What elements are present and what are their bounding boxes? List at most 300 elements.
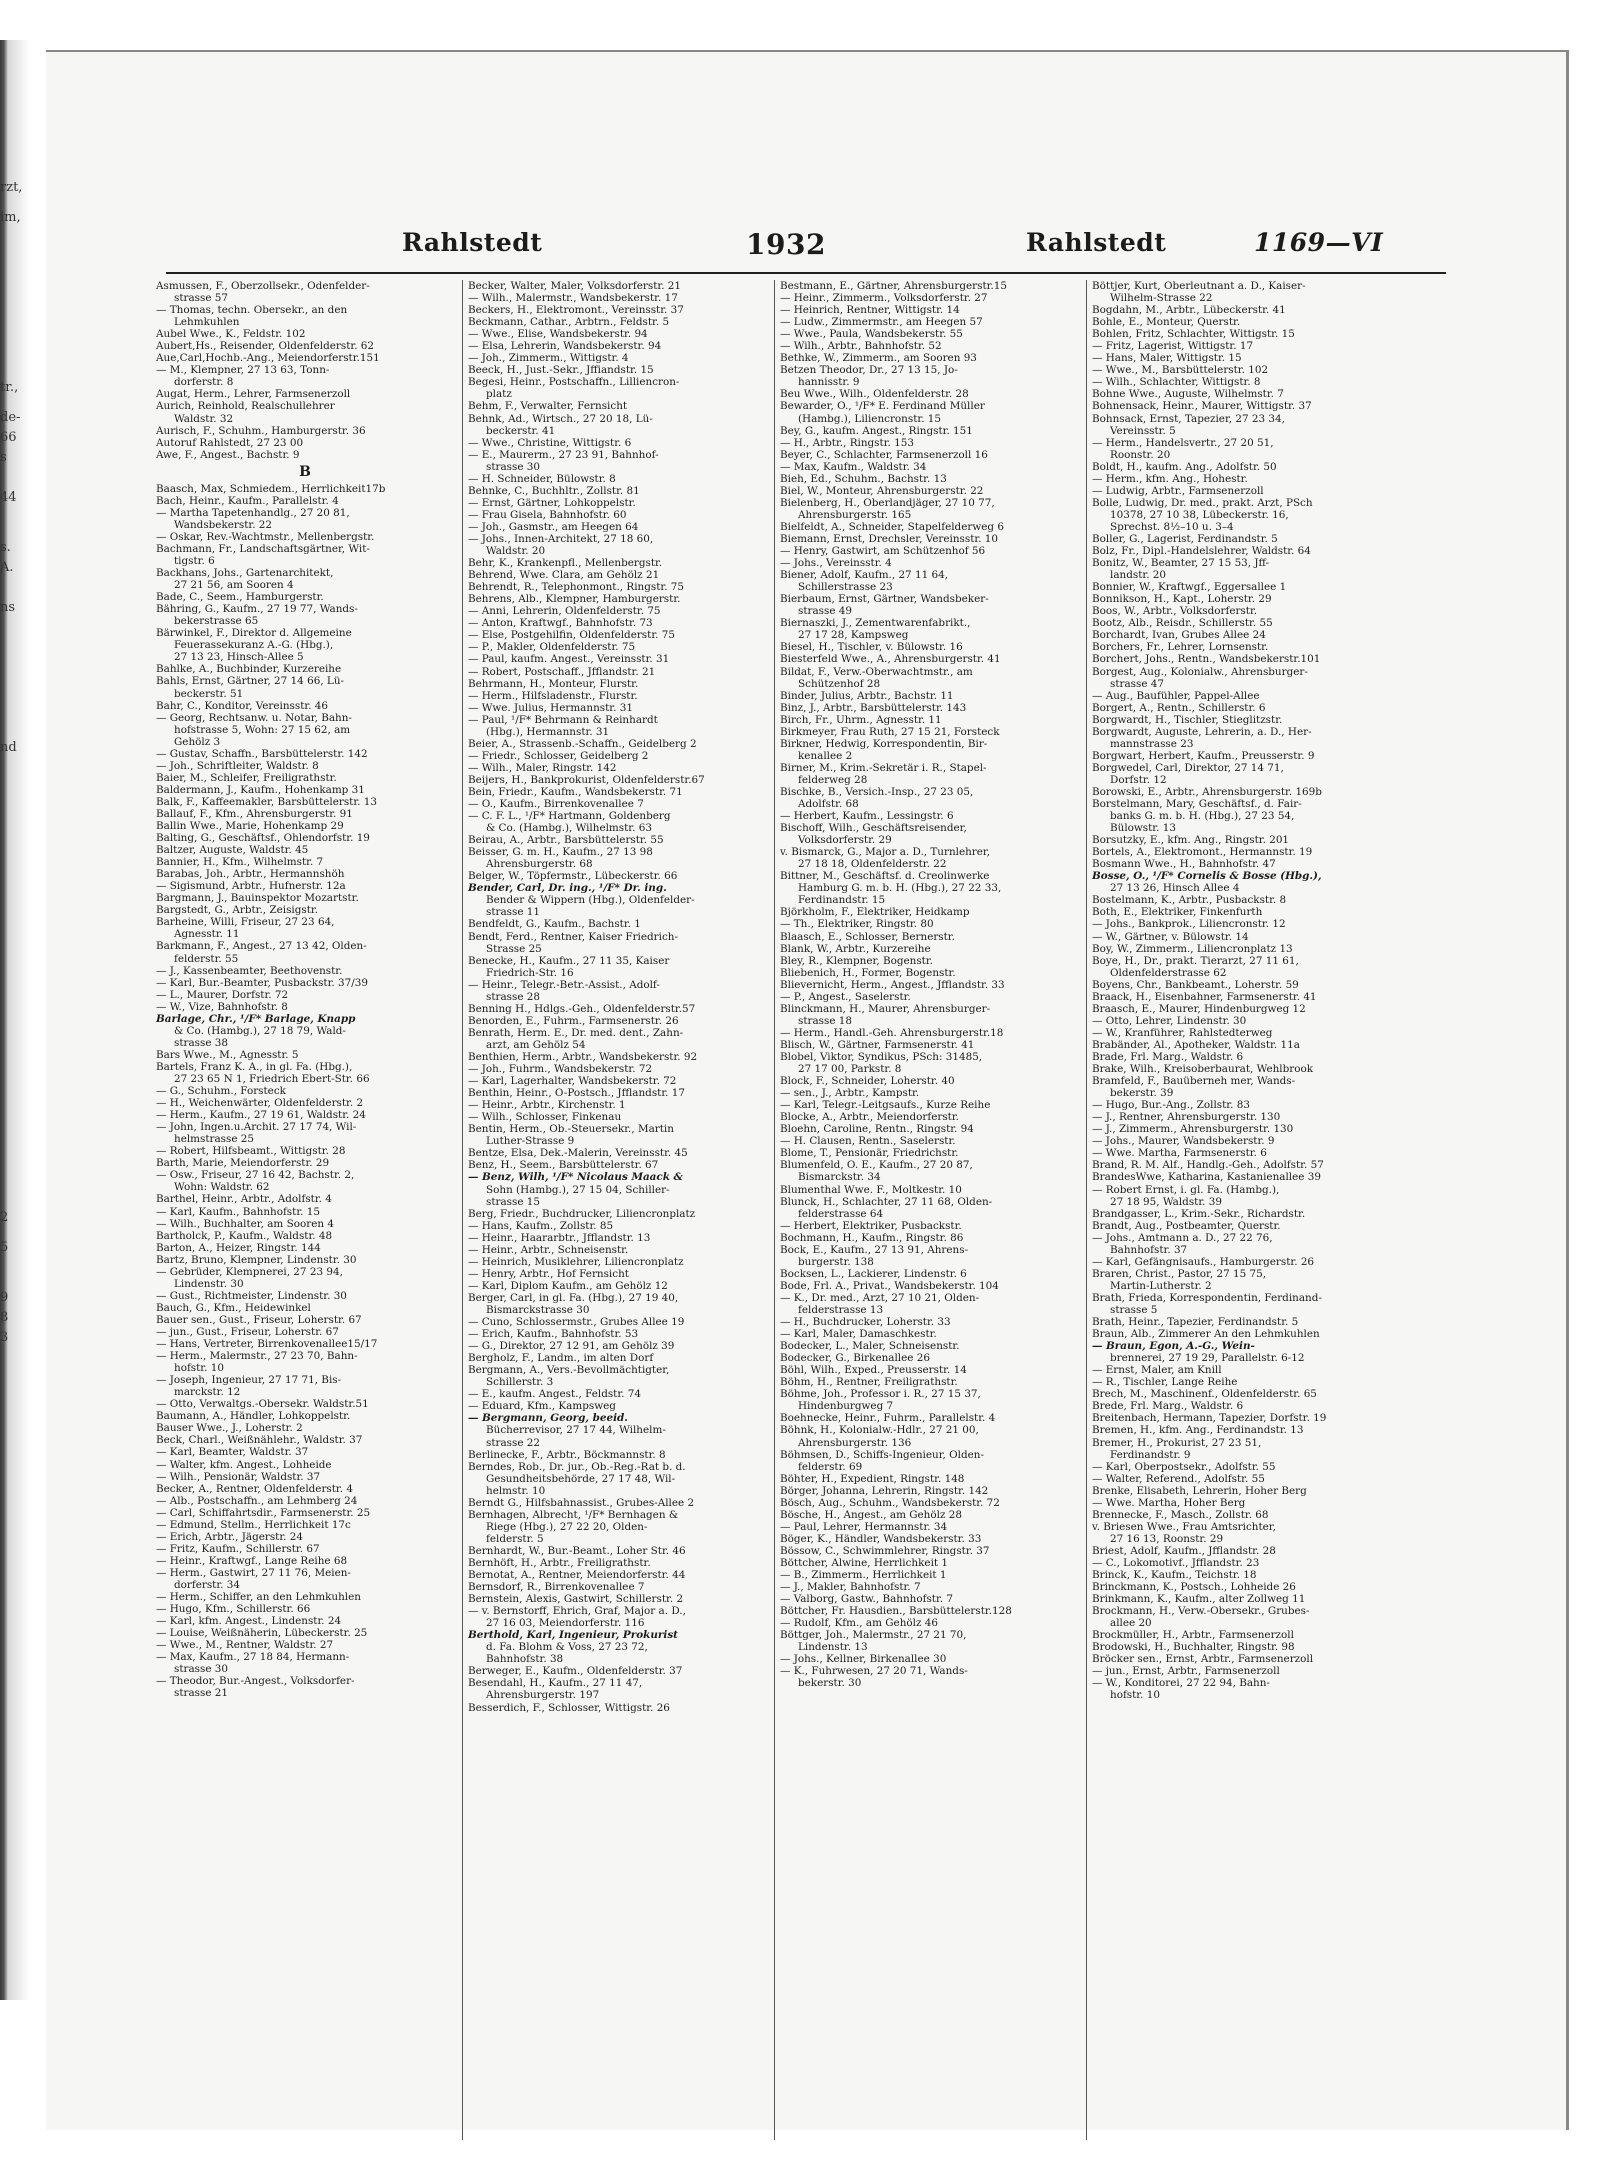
column-divider — [1086, 280, 1087, 2140]
directory-entry-highlighted: Berthold, Karl, Ingenieur, Prokurist — [468, 1629, 678, 1642]
directory-entry-continuation: Feuerassekuranz A.-G. (Hbg.), — [174, 639, 334, 652]
directory-entry: — Thomas, techn. Obersekr., an den — [156, 304, 348, 317]
directory-entry-continuation: hofstr. 10 — [1110, 1689, 1160, 1702]
directory-entry: Bocksen, L., Lackierer, Lindenstr. 6 — [780, 1267, 967, 1280]
directory-entry: — Karl, Telegr.-Leitgsaufs., Kurze Reihe — [780, 1099, 991, 1112]
directory-entry: Benning H., Hdlgs.-Geh., Oldenfelderstr.57 — [468, 1002, 696, 1015]
directory-entry: Barkmann, F., Angest., 27 13 42, Olden- — [156, 940, 367, 953]
directory-entry: Brand, R. M. Alf., Handlg.-Geh., Adolfstr. 57 — [1092, 1159, 1324, 1172]
directory-entry-highlighted: — Bergmann, Georg, beeid. — [468, 1412, 628, 1425]
directory-entry-continuation: Bücherrevisor, 27 17 44, Wilhelm- — [486, 1424, 666, 1437]
directory-entry: — jun., Ernst, Arbtr., Farmsenerzoll — [1092, 1665, 1280, 1678]
directory-entry-continuation: strasse 47 — [1110, 677, 1165, 690]
directory-entry: Borgwedel, Carl, Direktor, 27 14 71, — [1092, 761, 1284, 774]
directory-entry-continuation: Ahrensburgerstr. 197 — [486, 1689, 600, 1702]
directory-entry: — Hugo, Kfm., Schillerstr. 66 — [156, 1603, 311, 1616]
directory-entry: Brandt, Aug., Postbeamter, Querstr. — [1092, 1219, 1281, 1232]
directory-entry: Bodecker, G., Birkenallee 26 — [780, 1352, 930, 1365]
directory-entry: Binder, Julius, Arbtr., Bachstr. 11 — [780, 689, 954, 702]
directory-entry-continuation: Ahrensburgerstr. 165 — [798, 508, 912, 521]
directory-entry: Brennecke, F., Masch., Zollstr. 68 — [1092, 1508, 1269, 1521]
directory-entry-continuation: strasse 21 — [174, 1687, 229, 1700]
directory-entry: Both, E., Elektriker, Finkenfurth — [1092, 906, 1263, 919]
directory-entry: Baasch, Max, Schmiedem., Herrlichkeit17b — [156, 482, 386, 495]
directory-entry: Blome, T., Pensionär, Friedrichstr. — [780, 1147, 959, 1160]
directory-entry: Awe, F., Angest., Bachstr. 9 — [156, 448, 300, 461]
directory-entry: — P., Makler, Oldenfelderstr. 75 — [468, 641, 636, 654]
directory-entry-continuation: brennerei, 27 19 29, Parallelstr. 6-12 — [1110, 1352, 1305, 1365]
directory-entry: Bonnier, W., Kraftwgf., Eggersallee 1 — [1092, 581, 1287, 594]
directory-entry: Bonnikson, H., Kapt., Loherstr. 29 — [1092, 593, 1272, 606]
directory-entry: — Wwe. Martha, Hoher Berg — [1092, 1496, 1246, 1509]
directory-entry: Bentze, Elsa, Dek.-Malerin, Vereinsstr. 45 — [468, 1147, 688, 1160]
directory-entry: — H., Weichenwärter, Oldenfelderstr. 2 — [156, 1097, 364, 1110]
directory-entry: — sen., J., Arbtr., Kampstr. — [780, 1087, 920, 1100]
directory-entry: Bohnensack, Heinr., Maurer, Wittigstr. 37 — [1092, 400, 1312, 413]
directory-entry: — L., Maurer, Dorfstr. 72 — [156, 988, 289, 1001]
directory-entry: Aurisch, F., Schuhm., Hamburgerstr. 36 — [156, 424, 366, 437]
directory-entry: Blievernicht, Herm., Angest., Jfflandstr. 33 — [780, 978, 1005, 991]
directory-entry: Bauser Wwe., J., Loherstr. 2 — [156, 1422, 303, 1435]
directory-column-1 — [156, 280, 454, 1699]
directory-entry: Brech, M., Maschinenf., Oldenfelderstr. 65 — [1092, 1388, 1317, 1401]
directory-entry-continuation: Volksdorferstr. 29 — [798, 834, 892, 847]
directory-entry-continuation: Sohn (Hambg.), 27 15 04, Schiller- — [486, 1183, 670, 1196]
directory-entry: Bernhardt, W., Bur.-Beamt., Loher Str. 46 — [468, 1544, 686, 1557]
directory-entry-continuation: Friedrich-Str. 16 — [486, 966, 574, 979]
facing-page-fragment: 9 — [0, 1290, 9, 1305]
directory-entry: — Heinr., Kraftwgf., Lange Reihe 68 — [156, 1554, 348, 1567]
directory-entry-continuation: 27 23 65 N 1, Friedrich Ebert-Str. 66 — [174, 1073, 370, 1085]
header-page-number: 1169—VI — [1254, 228, 1384, 257]
directory-entry: Bieh, Ed., Schuhm., Bachstr. 13 — [780, 472, 947, 485]
directory-entry: — Joh., Gasmstr., am Heegen 64 — [468, 520, 639, 533]
directory-entry: Baldermann, J., Kaufm., Hohenkamp 31 — [156, 783, 365, 796]
directory-entry: Baier, M., Schleifer, Freiligrathstr. — [156, 771, 337, 784]
directory-entry: — R., Tischler, Lange Reihe — [1092, 1376, 1238, 1389]
directory-entry: Böttjer, Kurt, Oberleutnant a. D., Kaiser- — [1092, 280, 1306, 292]
directory-entry: Bonitz, W., Beamter, 27 15 53, Jff- — [1092, 557, 1270, 570]
directory-entry: — K., Dr. med., Arzt, 27 10 21, Olden- — [780, 1291, 980, 1304]
directory-entry: — Max, Kaufm., Waldstr. 34 — [780, 460, 927, 473]
directory-entry: — Heinr., Zimmerm., Volksdorferstr. 27 — [780, 292, 988, 305]
directory-entry: Borgwardt, H., Tischler, Stieglitzstr. — [1092, 713, 1283, 726]
directory-entry-continuation: 27 17 28, Kampsweg — [798, 629, 909, 642]
directory-entry: — Johs., Amtmann a. D., 27 22 76, — [1092, 1231, 1273, 1244]
directory-entry-continuation: & Co. (Hambg.), Wilhelmstr. 63 — [486, 822, 652, 835]
directory-entry: Böttcher, Alwine, Herrlichkeit 1 — [780, 1556, 948, 1569]
directory-entry: Baumann, A., Händler, Lohkoppelstr. — [156, 1410, 351, 1423]
directory-entry: Barabas, Joh., Arbtr., Hermannshöh — [156, 868, 345, 881]
directory-entry: Braren, Christ., Pastor, 27 15 75, — [1092, 1267, 1267, 1280]
directory-entry: Bröcker sen., Ernst, Arbtr., Farmsenerzoll — [1092, 1653, 1314, 1666]
facing-page-fragment: de- — [0, 410, 21, 425]
directory-entry-continuation: Lindenstr. 13 — [798, 1641, 868, 1654]
directory-entry-continuation: hofstr. 10 — [174, 1362, 224, 1375]
directory-entry: Bendfeldt, G., Kaufm., Bachstr. 1 — [468, 918, 641, 931]
directory-entry-continuation: strasse 11 — [486, 906, 541, 919]
directory-entry: — Hans, Maler, Wittigstr. 15 — [1092, 352, 1242, 365]
directory-entry: — Wilh., Schlachter, Wittigstr. 8 — [1092, 376, 1261, 389]
directory-entry: Blunck, H., Schlachter, 27 11 68, Olden- — [780, 1195, 993, 1208]
directory-entry: — Ernst, Maler, am Knill — [1092, 1364, 1222, 1377]
directory-entry-continuation: kenallee 2 — [798, 749, 853, 762]
facing-page-fragment: s — [0, 450, 7, 465]
directory-entry: Böhl, Wilh., Exped., Preusserstr. 14 — [780, 1364, 967, 1377]
directory-entry: Böhm, H., Rentner, Freiligrathstr. — [780, 1376, 958, 1389]
directory-entry: Boehnecke, Heinr., Fuhrm., Parallelstr. 4 — [780, 1412, 996, 1425]
directory-entry: — Heinr., Arbtr., Kirchenstr. 1 — [468, 1099, 626, 1112]
header-year: 1932 — [746, 228, 826, 261]
directory-entry: — Wilh., Schlosser, Finkenau — [468, 1111, 622, 1124]
directory-entry: Balting, G., Geschäftsf., Ohlendorfstr. 19 — [156, 832, 370, 845]
directory-entry: Braun, Alb., Zimmerer An den Lehmkuhlen — [1092, 1328, 1320, 1341]
directory-entry: Bohnsack, Ernst, Tapezier, 27 23 34, — [1092, 412, 1285, 425]
directory-entry: — Paul, kaufm. Angest., Vereinsstr. 31 — [468, 653, 670, 666]
directory-entry-continuation: felderstrasse 64 — [798, 1207, 884, 1220]
directory-entry-continuation: felderstrasse 13 — [798, 1303, 884, 1316]
directory-entry: — Sigismund, Arbtr., Hufnerstr. 12a — [156, 880, 346, 893]
directory-entry: — W., Konditorei, 27 22 94, Bahn- — [1092, 1677, 1270, 1690]
directory-entry-continuation: strasse 28 — [486, 990, 541, 1003]
directory-entry: Bey, G., kaufm. Angest., Ringstr. 151 — [780, 424, 973, 437]
directory-entry-continuation: mannstrasse 23 — [1110, 737, 1194, 750]
directory-entry: Blumenfeld, O. E., Kaufm., 27 20 87, — [780, 1159, 973, 1172]
directory-entry: Bohlen, Fritz, Schlachter, Wittigstr. 15 — [1092, 328, 1295, 341]
directory-entry-continuation: allee 20 — [1110, 1617, 1152, 1630]
directory-entry: Blaasch, E., Schlosser, Bernerstr. — [780, 930, 955, 943]
directory-entry: — Gebrüder, Klempnerei, 27 23 94, — [156, 1265, 343, 1278]
directory-entry: Brath, Heinr., Tapezier, Ferdinandstr. 5 — [1092, 1316, 1299, 1329]
directory-entry: Brockmann, H., Verw.-Obersekr., Grubes- — [1092, 1605, 1310, 1618]
directory-entry: Beijers, H., Bankprokurist, Oldenfelderstr.67 — [468, 773, 705, 786]
directory-entry-continuation: strasse 38 — [174, 1036, 229, 1049]
directory-entry: — Wwe., Christine, Wittigstr. 6 — [468, 436, 632, 449]
directory-entry: — Heinrich, Musiklehrer, Liliencronplatz — [468, 1255, 684, 1268]
directory-entry: — Martha Tapetenhandlg., 27 20 81, — [156, 506, 350, 519]
directory-entry: — Hans, Vertreter, Birrenkovenallee15/17 — [156, 1338, 378, 1351]
directory-entry: Borstelmann, Mary, Geschäftsf., d. Fair- — [1092, 798, 1302, 811]
directory-entry-continuation: 27 18 95, Waldstr. 39 — [1110, 1195, 1222, 1208]
directory-entry: — Otto, Verwaltgs.-Obersekr. Waldstr.51 — [156, 1398, 369, 1411]
directory-entry: Beeck, H., Just.-Sekr., Jffiandstr. 15 — [468, 364, 654, 377]
directory-entry: — Robert Ernst, i. gl. Fa. (Hambg.), — [1092, 1183, 1280, 1196]
directory-entry: Bartels, Franz K. A., in gl. Fa. (Hbg.), — [156, 1060, 353, 1073]
directory-entry: Bock, E., Kaufm., 27 13 91, Ahrens- — [780, 1243, 969, 1256]
directory-entry: Briest, Adolf, Kaufm., Jfflandstr. 28 — [1092, 1544, 1276, 1557]
facing-page-fragment: 44 — [0, 490, 17, 505]
directory-entry: v. Briesen Wwe., Frau Amtsrichter, — [1092, 1520, 1276, 1533]
directory-entry-continuation: dorferstr. 34 — [174, 1578, 240, 1591]
directory-entry: Braasch, E., Maurer, Hindenburgweg 12 — [1092, 1002, 1306, 1015]
directory-column-4 — [1092, 280, 1390, 1702]
directory-entry: — Erich, Kaufm., Bahnhofstr. 53 — [468, 1328, 639, 1341]
directory-entry: Boldt, H., kaufm. Ang., Adolfstr. 50 — [1092, 460, 1277, 473]
directory-entry-continuation: Martin-Lutherstr. 2 — [1110, 1279, 1212, 1292]
directory-entry: — Walter, kfm. Angest., Lohheide — [156, 1458, 332, 1471]
directory-entry: Bärwinkel, F., Direktor d. Allgemeine — [156, 627, 352, 640]
directory-entry: — Herm., Gastwirt, 27 11 76, Meien- — [156, 1566, 351, 1579]
directory-entry: Beyer, C., Schlachter, Farmsenerzoll 16 — [780, 448, 988, 461]
directory-entry: Berg, Friedr., Buchdrucker, Liliencronplatz — [468, 1207, 696, 1220]
directory-entry-continuation: felderstr. 55 — [174, 952, 239, 965]
directory-entry: Bahr, C., Konditor, Vereinsstr. 46 — [156, 699, 329, 712]
directory-entry: — Walter, Referend., Adolfstr. 55 — [1092, 1472, 1265, 1485]
directory-entry-continuation: Strasse 25 — [486, 942, 542, 955]
directory-entry-continuation: d. Fa. Blohm & Voss, 27 23 72, — [486, 1641, 648, 1654]
facing-page-fragment: A. — [0, 560, 14, 575]
directory-entry: Berndt G., Hilfsbahnassist., Grubes-Allee 2 — [468, 1496, 695, 1509]
directory-entry: Bartholck, P., Kaufm., Waldstr. 48 — [156, 1229, 333, 1242]
directory-entry: Borgwardt, Auguste, Lehrerin, a. D., Her- — [1092, 725, 1312, 738]
directory-entry-continuation: Ahrensburgerstr. 68 — [486, 858, 593, 871]
directory-entry: Behnke, C., Buchhltr., Zollstr. 81 — [468, 484, 640, 497]
directory-entry: — Osw., Friseur, 27 16 42, Bachstr. 2, — [156, 1169, 355, 1182]
column-divider — [462, 280, 463, 2140]
directory-entry: — Johs., Maurer, Wandsbekerstr. 9 — [1092, 1135, 1275, 1148]
directory-entry: — M., Klempner, 27 13 63, Tonn- — [156, 364, 330, 377]
header-left-title: Rahlstedt — [402, 228, 543, 257]
directory-entry: Berndes, Rob., Dr. jur., Ob.-Reg.-Rat b. d. — [468, 1460, 686, 1473]
directory-entry: Böttcher, Fr. Hausdien., Barsbüttelerstr.128 — [780, 1605, 1012, 1618]
directory-entry: Beck, Charl., Weißnählehr., Waldstr. 37 — [156, 1434, 363, 1447]
directory-entry: — Max, Kaufm., 27 18 84, Hermann- — [156, 1651, 350, 1664]
directory-entry: — Karl, Diplom Kaufm., am Gehölz 12 — [468, 1279, 668, 1292]
directory-entry-continuation: Roonstr. 20 — [1110, 448, 1171, 461]
directory-entry: Bernsdorf, R., Birrenkovenallee 7 — [468, 1581, 645, 1594]
directory-entry: — Herm., Malermstr., 27 23 70, Bahn- — [156, 1350, 358, 1363]
directory-entry: Bremen, H., kfm. Ang., Ferdinandstr. 13 — [1092, 1424, 1304, 1437]
directory-entry: — C. F. L., ¹/F* Hartmann, Goldenberg — [468, 810, 671, 823]
directory-entry-continuation: Waldstr. 32 — [174, 412, 234, 425]
directory-entry: Birch, Fr., Uhrm., Agnesstr. 11 — [780, 713, 942, 726]
directory-entry: — Heinr., Haararbtr., Jfflandstr. 13 — [468, 1231, 651, 1244]
directory-entry: Boy, W., Zimmerm., Liliencronplatz 13 — [1092, 942, 1293, 955]
directory-entry: Bauer sen., Gust., Friseur, Loherstr. 67 — [156, 1313, 362, 1326]
directory-entry-continuation: Wilhelm-Strasse 22 — [1110, 292, 1213, 305]
directory-entry: Böger, K., Händler, Wandsbekerstr. 33 — [780, 1532, 982, 1545]
directory-entry: Borgest, Aug., Kolonialw., Ahrensburger- — [1092, 665, 1308, 678]
directory-entry: Bauch, G., Kfm., Heidewinkel — [156, 1301, 311, 1314]
column-divider — [774, 280, 775, 2140]
directory-entry: Böhnk, H., Kolonialw.-Hdlr., 27 21 00, — [780, 1424, 979, 1437]
directory-entry: Beckers, H., Elektromont., Vereinsstr. 37 — [468, 304, 684, 317]
directory-entry: — Joh., Fuhrm., Wandsbekerstr. 72 — [468, 1063, 653, 1076]
directory-entry: — v. Bernstorff, Ehrich, Graf, Major a. D., — [468, 1605, 686, 1618]
directory-entry: — Henry, Gastwirt, am Schützenhof 56 — [780, 545, 986, 558]
directory-entry: BrandesWwe, Katharina, Kastanienallee 39 — [1092, 1171, 1321, 1184]
directory-entry: Brade, Frl. Marg., Waldstr. 6 — [1092, 1051, 1244, 1063]
directory-entry: — Johs., Innen-Architekt, 27 18 60, — [468, 532, 654, 545]
directory-entry: — Herm., Hilfsladenstr., Flurstr. — [468, 689, 638, 702]
header-right-title: Rahlstedt — [1026, 228, 1167, 257]
directory-entry: Barton, A., Heizer, Ringstr. 144 — [156, 1241, 321, 1254]
directory-entry: — Karl, Gefängnisaufs., Hamburgerstr. 26 — [1092, 1255, 1315, 1268]
directory-entry: Berweger, E., Kaufm., Oldenfelderstr. 37 — [468, 1665, 683, 1678]
directory-entry-continuation: Bülowstr. 13 — [1110, 822, 1176, 835]
directory-entry: Bernhöft, H., Arbtr., Freiligrathstr. — [468, 1556, 651, 1569]
directory-entry: — Herm., kfm. Ang., Hohestr. — [1092, 472, 1248, 485]
directory-entry: Bernotat, A., Rentner, Meiendorferstr. 44 — [468, 1569, 686, 1582]
directory-entry-continuation: felderstr. 69 — [798, 1460, 863, 1473]
directory-entry-continuation: Gehölz 3 — [174, 735, 221, 748]
directory-entry: — Karl, Oberpostsekr., Adolfstr. 55 — [1092, 1460, 1276, 1473]
directory-entry-continuation: Gesundheitsbehörde, 27 17 48, Wil- — [486, 1472, 676, 1485]
directory-entry: Beu Wwe., Wilh., Oldenfelderstr. 28 — [780, 388, 969, 401]
directory-entry-continuation: 27 21 56, am Sooren 4 — [174, 579, 294, 592]
directory-entry: — Heinr., Telegr.-Betr.-Assist., Adolf- — [468, 978, 660, 991]
directory-entry: Behrmann, H., Monteur, Flurstr. — [468, 677, 639, 690]
directory-entry: Beckmann, Cathar., Arbtrn., Feldstr. 5 — [468, 316, 670, 329]
directory-entry-continuation: bekerstr. 30 — [798, 1677, 862, 1690]
directory-entry: — Wilh., Malermstr., Wandsbekerstr. 17 — [468, 292, 678, 305]
directory-entry: — Hans, Kaufm., Zollstr. 85 — [468, 1219, 614, 1232]
directory-entry: Boller, G., Lagerist, Ferdinandstr. 5 — [1092, 532, 1278, 545]
directory-entry-continuation: Schützenhof 28 — [798, 677, 881, 690]
directory-entry: Bogdahn, M., Arbtr., Lübeckerstr. 41 — [1092, 304, 1286, 317]
page-header — [156, 228, 1436, 264]
directory-entry-continuation: Bahnhofstr. 37 — [1110, 1243, 1188, 1256]
directory-entry: — Carl, Schiffahrtsdir., Farmsenerstr. 25 — [156, 1506, 371, 1519]
directory-entry: Behrens, Alb., Klempner, Hamburgerstr. — [468, 593, 681, 606]
directory-entry: Bentin, Herm., Ob.-Steuersekr., Martin — [468, 1123, 674, 1136]
directory-entry: Brenke, Elisabeth, Lehrerin, Hoher Berg — [1092, 1484, 1307, 1497]
directory-entry: — Eduard, Kfm., Kampsweg — [468, 1400, 616, 1413]
directory-entry: Borsutzky, E., kfm. Ang., Ringstr. 201 — [1092, 834, 1290, 847]
facing-page-fragment: ns — [0, 600, 16, 615]
directory-entry-continuation: strasse 30 — [174, 1663, 229, 1676]
directory-entry: Bestmann, E., Gärtner, Ahrensburgerstr.15 — [780, 280, 1008, 292]
directory-entry: Brockmüller, H., Arbtr., Farmsenerzoll — [1092, 1629, 1294, 1642]
directory-entry: — Wwe. Martha, Farmsenerstr. 6 — [1092, 1147, 1267, 1160]
directory-entry: Biernaszki, J., Zementwarenfabrikt., — [780, 617, 971, 630]
directory-entry-highlighted: — Benz, Wilh, ¹/F* Nicolaus Maack & — [468, 1171, 683, 1184]
directory-entry: — Oskar, Rev.-Wachtmstr., Mellenbergstr. — [156, 530, 375, 543]
directory-entry: Beirau, A., Arbtr., Barsbüttelerstr. 55 — [468, 834, 664, 847]
directory-entry: Barth, Marie, Meiendorferstr. 29 — [156, 1157, 330, 1170]
directory-entry: Borchers, Fr., Lehrer, Lornsenstr. — [1092, 641, 1269, 654]
directory-entry: Böttger, Joh., Malermstr., 27 21 70, — [780, 1629, 967, 1642]
directory-entry-continuation: Agnesstr. 11 — [174, 928, 240, 941]
directory-entry-continuation: strasse 18 — [798, 1014, 853, 1027]
directory-entry: Brede, Frl. Marg., Waldstr. 6 — [1092, 1400, 1244, 1413]
directory-entry: — Johs., Kellner, Birkenallee 30 — [780, 1653, 947, 1666]
directory-entry: — Aug., Baufühler, Pappel-Allee — [1092, 689, 1260, 702]
directory-entry: Bosmann Wwe., H., Bahnhofstr. 47 — [1092, 858, 1276, 871]
directory-entry-continuation: hofstrasse 5, Wohn: 27 15 62, am — [174, 723, 351, 736]
directory-entry: Benthin, Heinr., O-Postsch., Jfflandstr. 17 — [468, 1087, 685, 1100]
facing-page-fragment: 8 — [0, 1310, 9, 1325]
directory-entry: Boos, W., Arbtr., Volksdorferstr. — [1092, 605, 1258, 618]
directory-entry: — jun., Gust., Friseur, Loherstr. 67 — [156, 1325, 339, 1338]
directory-entry-continuation: Waldstr. 20 — [486, 545, 546, 558]
directory-entry: Autoruf Rahlstedt, 27 23 00 — [156, 436, 304, 449]
directory-entry: Belger, W., Töpfermstr., Lübeckerstr. 66 — [468, 870, 678, 883]
directory-entry: Borowski, E., Arbtr., Ahrensburgerstr. 169b — [1092, 785, 1322, 798]
directory-entry: Balk, F., Kaffeemakler, Barsbüttelerstr. 13 — [156, 795, 378, 808]
directory-entry: — Friedr., Schlosser, Geidelberg 2 — [468, 749, 649, 762]
directory-entry-continuation: 27 13 26, Hinsch Allee 4 — [1110, 882, 1240, 895]
directory-entry: — Karl, Bur.-Beamter, Pusbackstr. 37/39 — [156, 976, 368, 989]
directory-column-2 — [468, 280, 766, 1714]
directory-entry: Behrend, Wwe. Clara, am Gehölz 21 — [468, 569, 660, 582]
directory-entry: Braack, H., Eisenbahner, Farmsenerstr. 41 — [1092, 990, 1317, 1003]
directory-entry-continuation: Dorfstr. 12 — [1110, 773, 1167, 786]
directory-entry: Bode, Frl. A., Privat., Wandsbekerstr. 104 — [780, 1279, 999, 1292]
directory-entry: Bethke, W., Zimmerm., am Sooren 93 — [780, 352, 977, 365]
directory-entry: Behm, F., Verwalter, Fernsicht — [468, 400, 628, 413]
facing-page-fragment: 3 — [0, 1330, 9, 1345]
directory-entry: Bierbaum, Ernst, Gärtner, Wandsbeker- — [780, 593, 989, 606]
directory-entry: Bösch, Aug., Schuhm., Wandsbekerstr. 72 — [780, 1496, 1000, 1509]
directory-entry: Berger, Carl, in gl. Fa. (Hbg.), 27 19 40, — [468, 1291, 679, 1304]
directory-entry: — Erich, Arbtr., Jägerstr. 24 — [156, 1530, 304, 1543]
directory-entry: — Theodor, Bur.-Angest., Volksdorfer- — [156, 1675, 355, 1688]
directory-entry-continuation: (Hbg.), Hermannstr. 31 — [486, 725, 610, 738]
directory-entry: Binz, J., Arbtr., Barsbüttelerstr. 143 — [780, 701, 967, 714]
directory-entry-continuation: helmstrasse 25 — [174, 1133, 255, 1146]
directory-entry-continuation: Hindenburgweg 7 — [798, 1400, 894, 1413]
directory-entry-continuation: tigstr. 6 — [174, 554, 215, 567]
directory-entry-continuation: (Hambg.), Liliencronstr. 15 — [798, 412, 942, 425]
directory-entry: — Gustav, Schaffn., Barsbüttelerstr. 142 — [156, 747, 368, 760]
directory-entry: Bergmann, A., Vers.-Bevollmächtigter, — [468, 1364, 670, 1377]
directory-entry: Bannier, H., Kfm., Wilhelmstr. 7 — [156, 856, 324, 869]
directory-entry-continuation: Lindenstr. 30 — [174, 1277, 244, 1290]
directory-entry: Bildat, F., Verw.-Oberwachtmstr., am — [780, 665, 973, 678]
directory-entry: Benrath, Herm. E., Dr. med. dent., Zahn- — [468, 1026, 684, 1039]
directory-entry: — Joh., Zimmerm., Wittigstr. 4 — [468, 352, 629, 365]
directory-entry: Bielfeldt, A., Schneider, Stapelfelderweg 6 — [780, 520, 1004, 533]
directory-entry: Bähring, G., Kaufm., 27 19 77, Wands- — [156, 603, 358, 616]
directory-entry: — J., Makler, Bahnhofstr. 7 — [780, 1581, 921, 1594]
directory-entry-continuation: 10378, 27 10 38, Lübeckerstr. 16, — [1110, 508, 1289, 521]
directory-entry: — Gust., Richtmeister, Lindenstr. 30 — [156, 1289, 347, 1302]
directory-entry: Biesel, H., Tischler, v. Bülowstr. 16 — [780, 641, 963, 654]
directory-entry-continuation: Riege (Hbg.), 27 22 20, Olden- — [486, 1520, 648, 1533]
directory-entry-continuation: Ferdinandstr. 15 — [798, 894, 886, 907]
directory-entry: — B., Zimmerm., Herrlichkeit 1 — [780, 1569, 947, 1582]
directory-entry: Backhans, Johs., Gartenarchitekt, — [156, 567, 334, 580]
directory-entry-continuation: Bismarckstrasse 30 — [486, 1303, 590, 1316]
directory-entry: Bischke, B., Versich.-Insp., 27 23 05, — [780, 785, 974, 798]
directory-entry: — Herm., Schiffer, an den Lehmkuhlen — [156, 1591, 361, 1604]
directory-entry: — Rudolf, Kfm., am Gehölz 46 — [780, 1617, 938, 1630]
directory-entry: Bremer, H., Prokurist, 27 23 51, — [1092, 1436, 1262, 1449]
directory-entry: Blumenthal Wwe. F., Moltkestr. 10 — [780, 1183, 962, 1196]
directory-entry: Böhme, Joh., Professor i. R., 27 15 37, — [780, 1388, 981, 1401]
directory-entry: — Paul, ¹/F* Behrmann & Reinhardt — [468, 713, 658, 726]
directory-entry-continuation: arzt, am Gehölz 54 — [486, 1038, 586, 1051]
directory-entry: — K., Fuhrwesen, 27 20 71, Wands- — [780, 1665, 968, 1678]
directory-entry: — H. Clausen, Rentn., Saselerstr. — [780, 1135, 956, 1148]
directory-entry: — P., Angest., Saselerstr. — [780, 990, 911, 1003]
directory-entry-continuation: beckerstr. 51 — [174, 687, 244, 700]
directory-entry-continuation: Luther-Strasse 9 — [486, 1135, 575, 1148]
directory-entry: — Robert, Postschaff., Jfflandstr. 21 — [468, 665, 656, 678]
directory-entry-continuation: Lehmkuhlen — [174, 316, 240, 329]
directory-entry: Biesterfeld Wwe., A., Ahrensburgerstr. 41 — [780, 653, 1001, 666]
directory-entry: — Karl, Lagerhalter, Wandsbekerstr. 72 — [468, 1075, 677, 1088]
directory-entry: Bernstein, Alexis, Gastwirt, Schillerstr. 2 — [468, 1593, 684, 1606]
directory-entry: Borgert, A., Rentn., Schillerstr. 6 — [1092, 701, 1266, 714]
directory-entry: — Valborg, Gastw., Bahnhofstr. 7 — [780, 1593, 954, 1606]
directory-column-3 — [780, 280, 1078, 1689]
directory-entry: — Fritz, Kaufm., Schillerstr. 67 — [156, 1542, 320, 1555]
directory-entry: Becker, Walter, Maler, Volksdorferstr. 21 — [468, 280, 682, 292]
directory-entry-highlighted: Bosse, O., ¹/F* Cornelis & Bosse (Hbg.), — [1092, 870, 1322, 883]
directory-entry: — Alb., Postschaffn., am Lehmberg 24 — [156, 1494, 358, 1507]
